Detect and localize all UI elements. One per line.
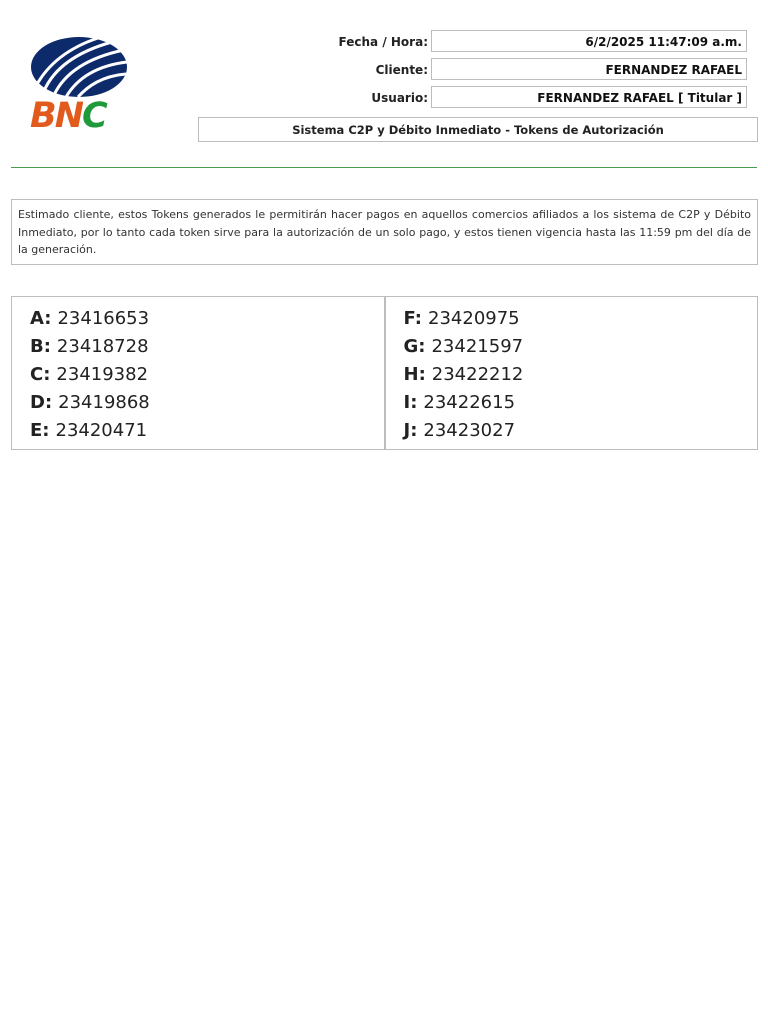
token-f [404,305,758,333]
usuario-label: Usuario: [371,91,428,105]
token-value: 23418728 [56,336,149,357]
header-divider [11,167,757,168]
token-value: 23423027 [423,420,516,441]
token-key: A: [30,308,52,329]
bnc-letter-b: B [30,96,55,136]
bnc-logo-text [30,96,106,136]
system-title: Sistema C2P y Débito Inmediato - Tokens de Autorización [198,117,758,142]
token-key: C: [30,364,51,385]
token-value: 23420975 [428,308,520,329]
token-key: G: [403,336,426,357]
usuario-value: FERNANDEZ RAFAEL [ Titular ] [431,86,747,108]
notice-text: Estimado cliente, estos Tokens generados le permitirán hacer pagos en aquellos comercios afiliados a los sistema de C2P y Débito Inmediato, por lo tanto cada token sirve para la autorización de un solo pago, y estos tienen vigencia hasta las 11:59 pm del día de la generación. [11,199,758,265]
tokens-table [11,296,758,450]
token-g [404,333,758,361]
token-e [30,417,384,445]
token-value: 23420471 [55,420,148,441]
token-c [30,361,384,389]
token-d [30,389,384,417]
token-value: 23422212 [431,364,524,385]
token-value: 23419382 [56,364,149,385]
tokens-column-right [384,297,758,449]
token-value: 23419868 [58,392,150,413]
token-j [404,417,758,445]
bnc-letter-c: C [81,96,106,136]
token-value: 23416653 [57,308,150,329]
bnc-letter-n: N [54,96,82,136]
fecha-label: Fecha / Hora: [338,35,428,49]
token-key: E: [30,420,50,441]
cliente-label: Cliente: [375,63,428,77]
token-key: H: [403,364,426,385]
token-value: 23421597 [431,336,524,357]
token-b [30,333,384,361]
token-key: I: [403,392,418,413]
cliente-value: FERNANDEZ RAFAEL [431,58,747,80]
tokens-column-left [12,297,384,449]
token-h [404,361,758,389]
token-i [404,389,758,417]
token-key: B: [30,336,51,357]
token-key: F: [403,308,423,329]
fecha-value: 6/2/2025 11:47:09 a.m. [431,30,747,52]
token-key: D: [30,392,53,413]
token-a [30,305,384,333]
token-value: 23422615 [423,392,516,413]
token-key: J: [403,420,418,441]
